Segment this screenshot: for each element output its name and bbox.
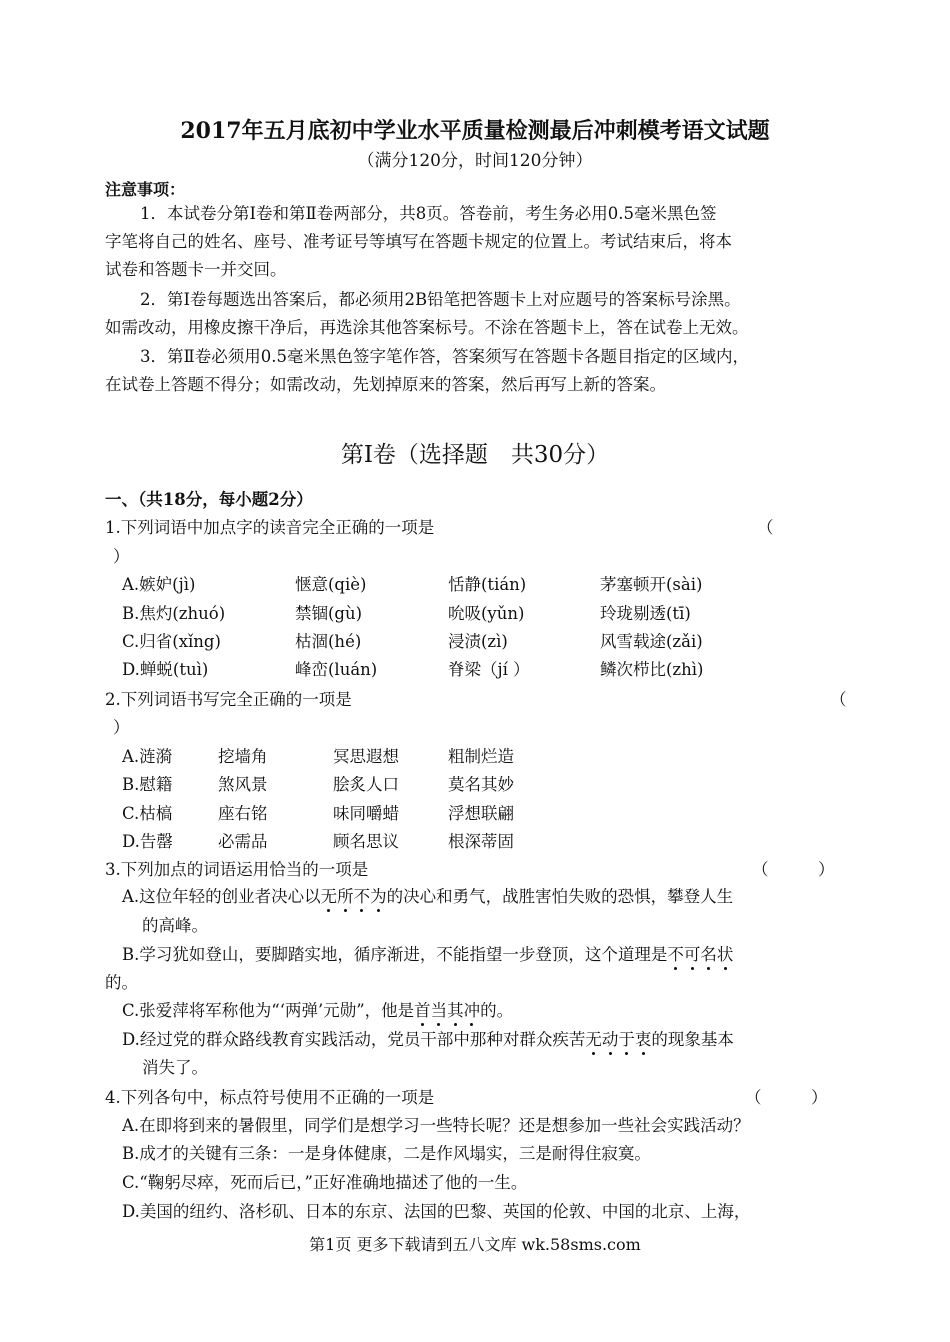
q2-option: C.枯槁 [122, 804, 173, 823]
question-1-stem: 1.下列词语中加点字的读音完全正确的一项是 [105, 518, 435, 537]
emphasis-char: 于 [618, 1026, 635, 1050]
dotted-phrase [667, 945, 733, 964]
q1-option: 脊梁（jí ） [448, 660, 530, 679]
q2-option: D.告罄 [122, 832, 173, 851]
notes-line: 在试卷上答题不得分；如需改动，先划掉原来的答案，然后再写上新的答案。 [105, 375, 666, 394]
section-title: 第Ⅰ卷（选择题 共30分） [340, 442, 610, 468]
emphasis-char: 无 [321, 883, 338, 907]
answer-paren: （ ） [745, 1088, 828, 1107]
emphasis-char: 无 [585, 1026, 602, 1050]
notes-line: 试卷和答题卡一并交回。 [105, 260, 287, 279]
q2-option: 座右铭 [218, 804, 268, 823]
q1-option: A.嫉妒(jì) [122, 575, 196, 594]
answer-paren: （ ） [752, 860, 835, 879]
q4-option: B.成才的关键有三条：一是身体健康，二是作风塌实，三是耐得住寂寞。 [122, 1144, 651, 1163]
emphasis-char: 状 [717, 941, 734, 965]
q1-option: 浸渍(zì) [448, 632, 508, 651]
q3-option-d-cont: 消失了。 [142, 1058, 208, 1077]
q3-option-a [122, 883, 733, 907]
q2-option: A.涟漪 [122, 747, 173, 766]
q3-option-b-cont: 的。 [105, 973, 138, 992]
q1-option: 枯涸(hé) [295, 632, 362, 651]
q1-option: 风雪载途(zǎi) [600, 632, 703, 651]
q1-option: 玲珑剔透(tī) [600, 604, 691, 623]
notes-line: 3．第Ⅱ卷必须用0.5毫米黑色签字笔作答，答案须写在答题卡各题目指定的区域内， [140, 347, 749, 366]
emphasis-char: 冲 [464, 997, 481, 1021]
q2-option: 冥思遐想 [333, 747, 399, 766]
option-text: 的。 [480, 1001, 514, 1020]
q3-option-a-cont: 的高峰。 [142, 916, 208, 935]
notes-line: 如需改动，用橡皮擦干净后，再选涂其他答案标号。不涂在答题卡上，答在试卷上无效。 [105, 318, 749, 337]
q2-option: 煞风景 [218, 775, 268, 794]
emphasis-char: 不 [354, 883, 371, 907]
notes-line: 1．本试卷分第Ⅰ卷和第Ⅱ卷两部分，共8页。答卷前，考生务必用0.5毫米黑色签 [140, 204, 717, 223]
dotted-phrase [321, 887, 387, 906]
option-text: D.经过党的群众路线教育实践活动，党员干部中那种对群众疾苦 [122, 1030, 586, 1049]
notes-heading: 注意事项： [105, 180, 186, 199]
q3-option-b [122, 941, 733, 965]
exam-title: 2017年五月底初中学业水平质量检测最后冲刺模考语文试题 [180, 118, 770, 144]
q2-option: 粗制烂造 [448, 747, 514, 766]
q2-option: 味同嚼蜡 [333, 804, 399, 823]
emphasis-char: 动 [602, 1026, 619, 1050]
q1-option: B.焦灼(zhuó) [122, 604, 226, 623]
q4-option: C.“鞠躬尽瘁，死而后已，”正好准确地描述了他的一生。 [122, 1173, 528, 1192]
dotted-phrase [585, 1030, 651, 1049]
option-text: 的决心和勇气，战胜害怕失败的恐惧，攀登人生 [386, 887, 734, 906]
emphasis-char: 为 [370, 883, 387, 907]
emphasis-char: 所 [337, 883, 354, 907]
q2-option: 莫名其妙 [448, 775, 514, 794]
option-text: C.张爱萍将军称他为“‘两弹’元勋”，他是 [122, 1001, 415, 1020]
emphasis-char: 衷 [635, 1026, 652, 1050]
option-text: 的现象基本 [651, 1030, 734, 1049]
question-3-stem: 3.下列加点的词语运用恰当的一项是 [105, 860, 369, 879]
q1-option: 峰峦(luán) [295, 660, 378, 679]
q3-option-d [122, 1026, 734, 1050]
q2-option: 根深蒂固 [448, 832, 514, 851]
emphasis-char: 可 [684, 941, 701, 965]
notes-line: 2．第Ⅰ卷每题选出答案后，都必须用2B铅笔把答题卡上对应题号的答案标号涂黑。 [140, 290, 741, 309]
q2-option: 脍炙人口 [333, 775, 399, 794]
q2-option: 顾名思议 [333, 832, 399, 851]
part-heading: 一、（共18分，每小题2分） [105, 490, 313, 509]
notes-line: 字笔将自己的姓名、座号、准考证号等填写在答题卡规定的位置上。考试结束后，将本 [105, 232, 732, 251]
q2-option: 挖墙角 [218, 747, 268, 766]
emphasis-char: 首 [414, 997, 431, 1021]
emphasis-char: 当 [431, 997, 448, 1021]
emphasis-char: 名 [700, 941, 717, 965]
q1-option: 恬静(tián) [448, 575, 527, 594]
q4-option: A.在即将到来的暑假里，同学们是想学习一些特长呢？还是想参加一些社会实践活动？ [122, 1116, 750, 1135]
question-4-stem: 4.下列各句中，标点符号使用不正确的一项是 [105, 1088, 435, 1107]
exam-subtitle: （满分120分，时间120分钟） [357, 151, 593, 171]
q3-option-c [122, 997, 513, 1021]
answer-paren-open: （ [757, 518, 774, 537]
q1-option: 吮吸(yǔn) [448, 604, 525, 623]
answer-paren-open: （ [830, 690, 847, 709]
q1-option: C.归省(xǐng) [122, 632, 221, 651]
answer-paren-close: ） [113, 718, 130, 737]
question-2-stem: 2.下列词语书写完全正确的一项是 [105, 690, 352, 709]
answer-paren-close: ） [113, 547, 130, 566]
option-text: A.这位年轻的创业者决心以 [122, 887, 321, 906]
emphasis-char: 不 [667, 941, 684, 965]
q1-option: 茅塞顿开(sài) [600, 575, 703, 594]
q4-option: D.美国的纽约、洛杉矶、日本的东京、法国的巴黎、英国的伦敦、中国的北京、上海， [122, 1202, 751, 1221]
q2-option: B.慰籍 [122, 775, 173, 794]
q2-option: 浮想联翩 [448, 804, 514, 823]
q1-option: D.蝉蜕(tuì) [122, 660, 209, 679]
dotted-phrase [414, 1001, 480, 1020]
option-text: B.学习犹如登山，要脚踏实地，循序渐进，不能指望一步登顶，这个道理是 [122, 945, 668, 964]
q2-option: 必需品 [218, 832, 268, 851]
emphasis-char: 其 [447, 997, 464, 1021]
q1-option: 鳞次栉比(zhì) [600, 660, 704, 679]
page-footer: 第1页 更多下载请到五八文库 wk.58sms.com [309, 1235, 641, 1254]
q1-option: 禁锢(gù) [295, 604, 363, 623]
q1-option: 惬意(qiè) [295, 575, 367, 594]
